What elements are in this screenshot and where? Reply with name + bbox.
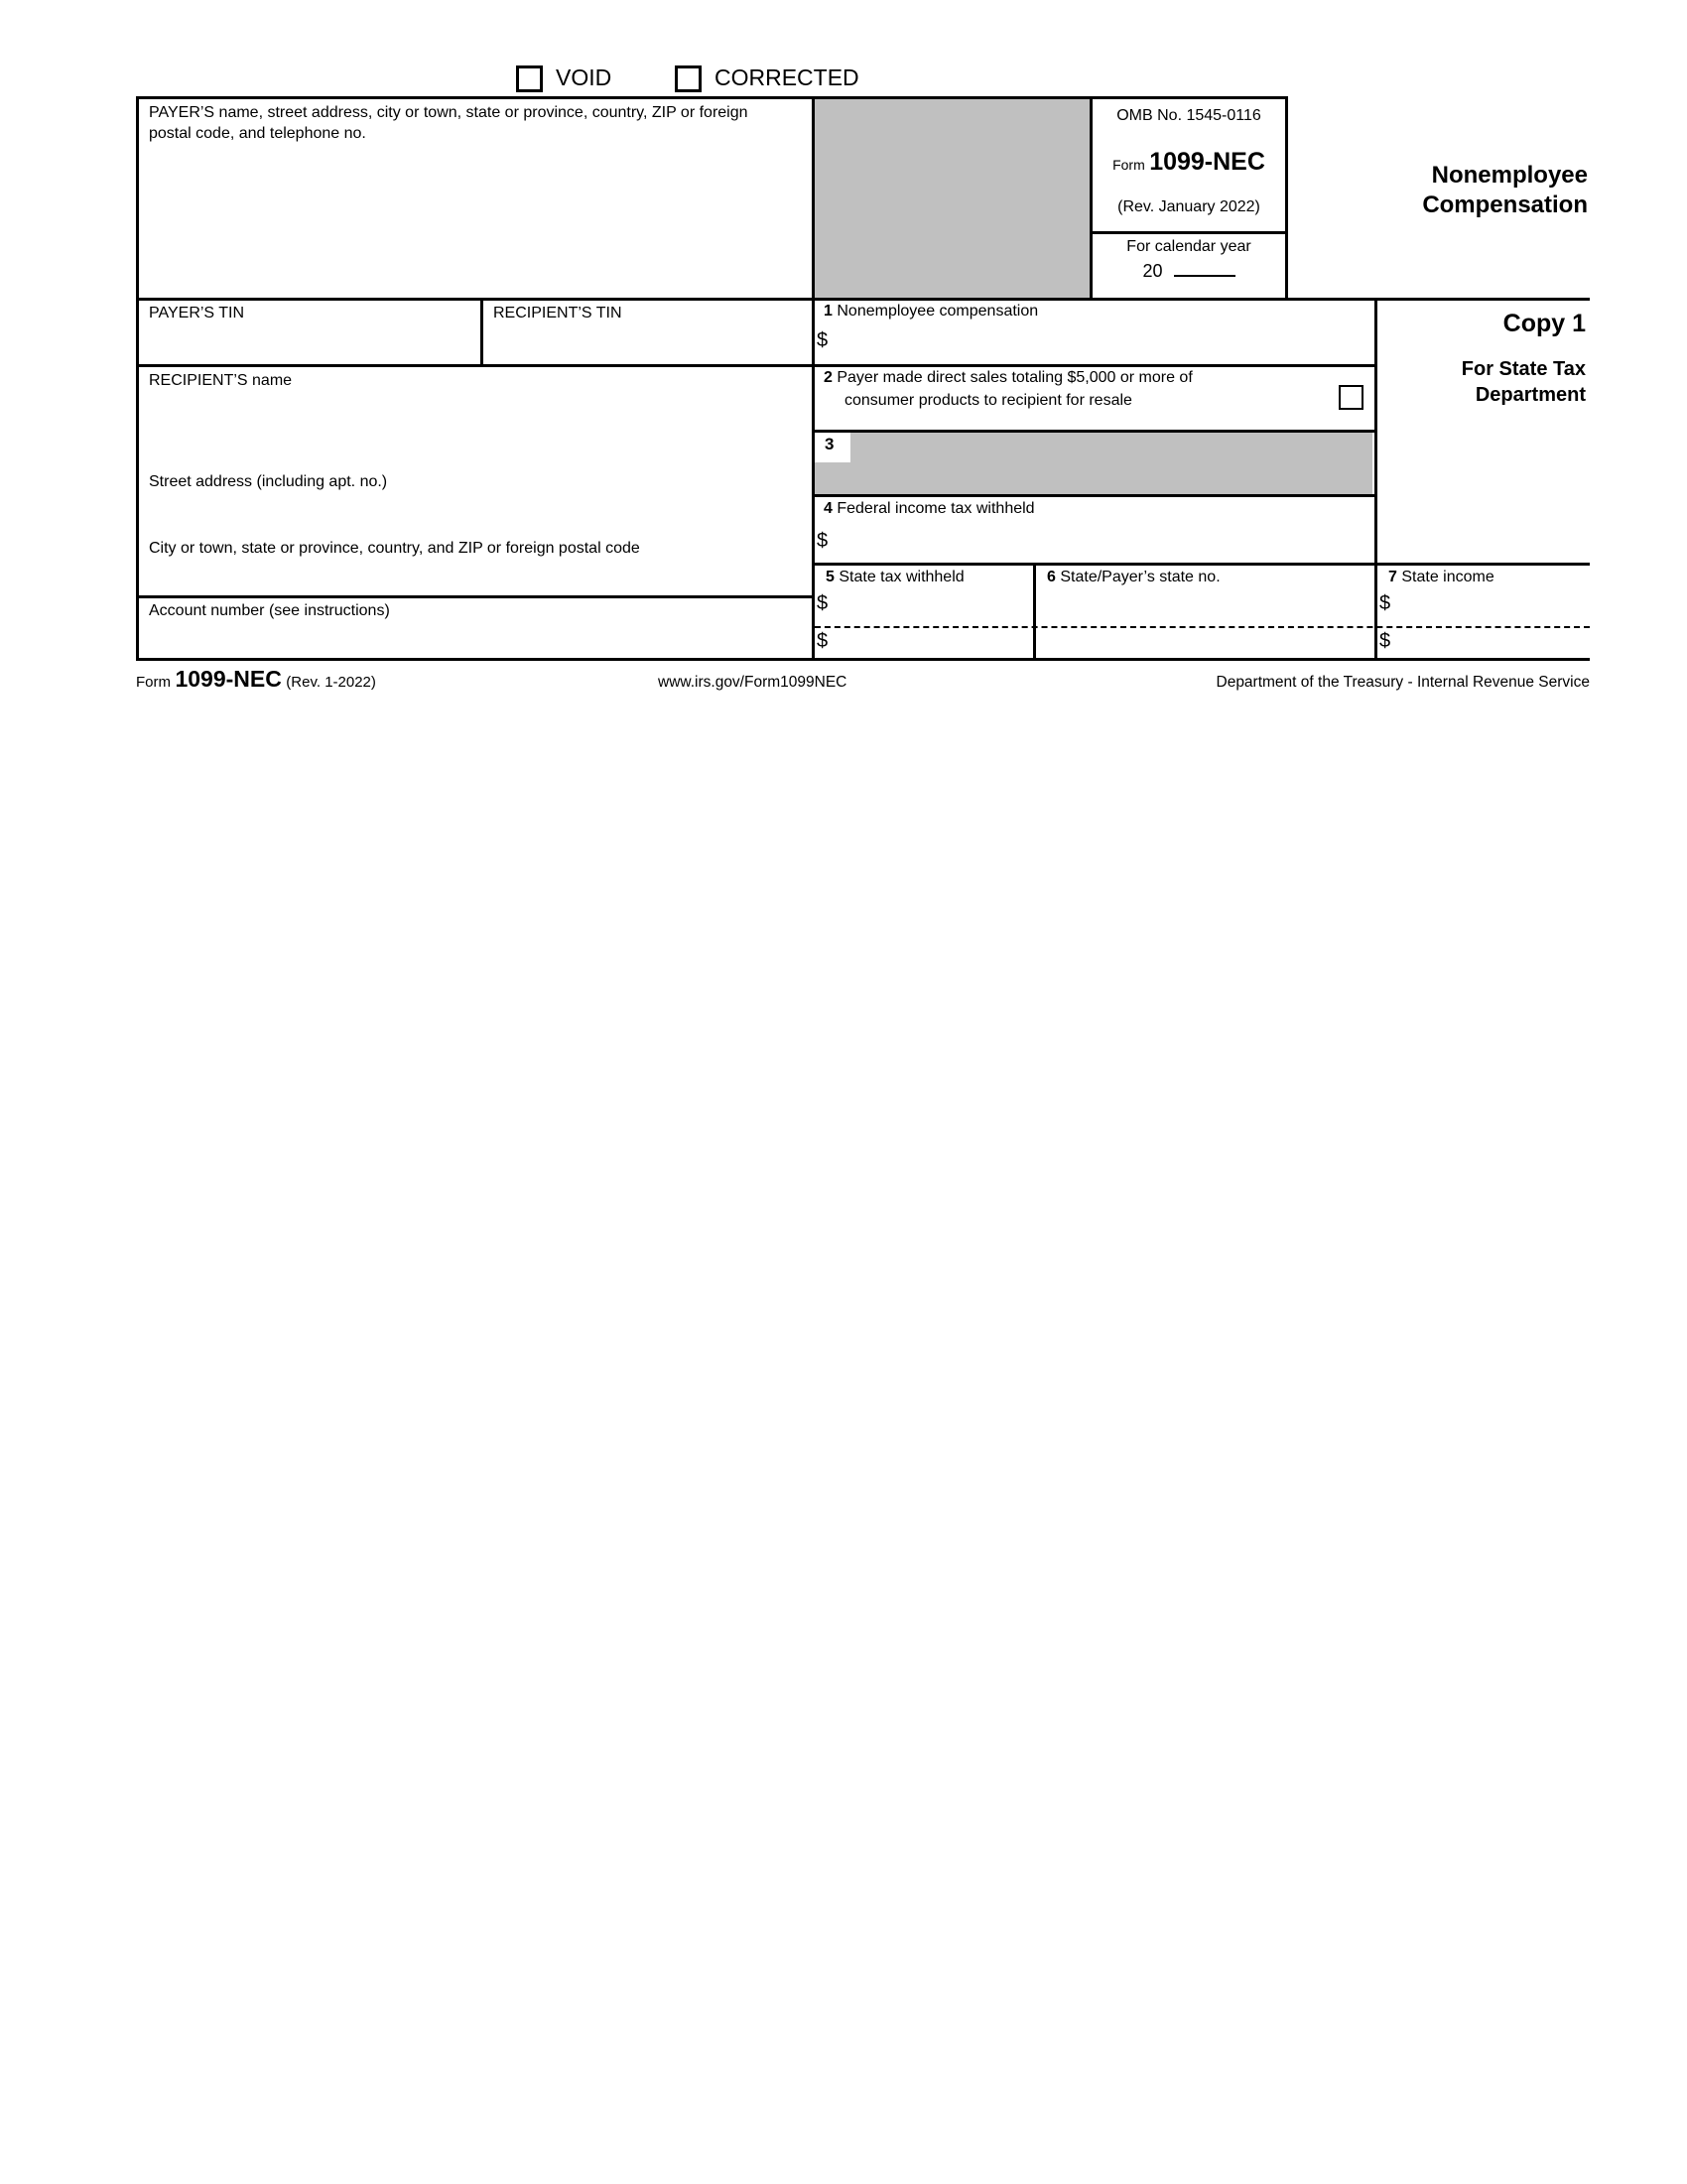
grid-line xyxy=(1374,298,1377,661)
omb-box xyxy=(1093,96,1285,298)
recipient-name-label: RECIPIENT’S name xyxy=(149,372,293,389)
footer-agency: Department of the Treasury - Internal Revenue Service xyxy=(1216,674,1590,691)
box7-label-line xyxy=(1388,568,1494,588)
city-state-zip-entry[interactable] xyxy=(149,563,784,590)
box4-label: Federal income tax withheld xyxy=(837,500,1035,517)
box7-amount-entry-1[interactable] xyxy=(1401,592,1585,618)
box5-amount-entry-1[interactable] xyxy=(839,592,1017,618)
box2-label-line1 xyxy=(824,368,1300,389)
box4-label-line xyxy=(824,499,1035,520)
box3-shaded-area xyxy=(815,433,1372,494)
form-revision: (Rev. January 2022) xyxy=(1117,198,1260,215)
copy-for-line1: For State Tax xyxy=(1461,358,1586,380)
box6-number: 6 xyxy=(1047,569,1056,585)
footer-form-id xyxy=(136,666,376,693)
box5-amount-entry-2[interactable] xyxy=(839,630,1017,656)
city-state-zip-label: City or town, state or province, country, and ZIP or foreign postal code xyxy=(149,540,640,557)
form-title xyxy=(1275,161,1588,220)
footer-revision: (Rev. 1-2022) xyxy=(286,674,376,691)
grid-line xyxy=(136,658,1590,661)
calendar-year-entry[interactable] xyxy=(1174,259,1235,277)
grid-line xyxy=(480,298,483,367)
grid-line xyxy=(812,494,1377,497)
box4-amount-entry[interactable] xyxy=(839,530,1355,558)
payer-info-label: PAYER’S name, street address, city or town, state or province, country, ZIP or foreign postal code, and telephone no. xyxy=(149,104,748,142)
corrected-checkbox[interactable] xyxy=(675,65,702,92)
box3-number-patch xyxy=(815,433,850,462)
box1-currency-symbol: $ xyxy=(817,329,829,351)
void-label: VOID xyxy=(556,64,612,90)
grid-line xyxy=(136,298,1590,301)
calendar-year-line xyxy=(1093,259,1285,282)
grid-line xyxy=(136,364,1377,367)
box1-label: Nonemployee compensation xyxy=(837,303,1039,320)
payer-tin-entry[interactable] xyxy=(149,327,466,359)
recipient-name-entry[interactable] xyxy=(149,395,784,464)
shaded-area-top xyxy=(815,99,1090,298)
box4-number: 4 xyxy=(824,500,833,517)
copy-block xyxy=(1379,310,1586,408)
recipient-tin-label: RECIPIENT’S TIN xyxy=(493,305,622,321)
box7-amount-entry-2[interactable] xyxy=(1401,630,1585,656)
box4-currency-symbol: $ xyxy=(817,530,829,552)
box2-checkbox[interactable] xyxy=(1339,385,1363,410)
grid-line xyxy=(136,96,139,661)
box1-amount-entry[interactable] xyxy=(839,329,1355,357)
form-word: Form xyxy=(1112,157,1145,173)
box6-entry[interactable] xyxy=(1042,592,1364,652)
recipient-tin-entry[interactable] xyxy=(493,327,791,359)
grid-line xyxy=(812,430,1377,433)
grid-line xyxy=(812,96,815,661)
corrected-label: CORRECTED xyxy=(714,64,859,90)
box2-label-part1: Payer made direct sales totaling $5,000 or more of xyxy=(837,369,1193,386)
box5-number: 5 xyxy=(826,569,835,585)
box5-currency-symbol-2: $ xyxy=(817,630,829,652)
box7-currency-symbol-2: $ xyxy=(1379,630,1391,652)
footer-form-word: Form xyxy=(136,674,171,691)
box7-number: 7 xyxy=(1388,569,1397,585)
calendar-year-label: For calendar year xyxy=(1126,238,1251,255)
box5-label-line xyxy=(826,568,965,588)
grid-line xyxy=(136,595,815,598)
footer-url: www.irs.gov/Form1099NEC xyxy=(658,674,847,691)
payer-info-entry[interactable] xyxy=(149,159,784,288)
box5-label: State tax withheld xyxy=(839,569,965,585)
box2-label-line2: consumer products to recipient for resale xyxy=(844,392,1132,409)
calendar-year-prefix: 20 xyxy=(1142,261,1163,281)
street-address-label: Street address (including apt. no.) xyxy=(149,473,388,490)
account-number-label: Account number (see instructions) xyxy=(149,602,390,619)
copy-label: Copy 1 xyxy=(1502,310,1586,337)
box6-label: State/Payer’s state no. xyxy=(1060,569,1221,585)
street-address-entry[interactable] xyxy=(149,496,784,534)
form-number-line xyxy=(1093,148,1285,177)
box3-number: 3 xyxy=(825,435,835,453)
grid-line xyxy=(812,563,1590,566)
box7-label: State income xyxy=(1401,569,1494,585)
box7-currency-symbol-1: $ xyxy=(1379,592,1391,614)
form-title-line2: Compensation xyxy=(1422,192,1588,218)
box5-currency-symbol-1: $ xyxy=(817,592,829,614)
box2-number: 2 xyxy=(824,369,833,386)
box1-number: 1 xyxy=(824,303,833,320)
footer-form-number: 1099-NEC xyxy=(175,666,282,692)
omb-number: OMB No. 1545-0116 xyxy=(1116,107,1261,124)
box1-label-line xyxy=(824,302,1038,322)
void-checkbox[interactable] xyxy=(516,65,543,92)
box6-label-line xyxy=(1047,568,1221,588)
grid-line xyxy=(1033,563,1036,661)
account-number-entry[interactable] xyxy=(149,625,784,653)
copy-for-line2: Department xyxy=(1475,384,1586,406)
payer-tin-label: PAYER’S TIN xyxy=(149,305,245,321)
form-title-line1: Nonemployee xyxy=(1431,162,1588,189)
form-number: 1099-NEC xyxy=(1149,148,1265,176)
